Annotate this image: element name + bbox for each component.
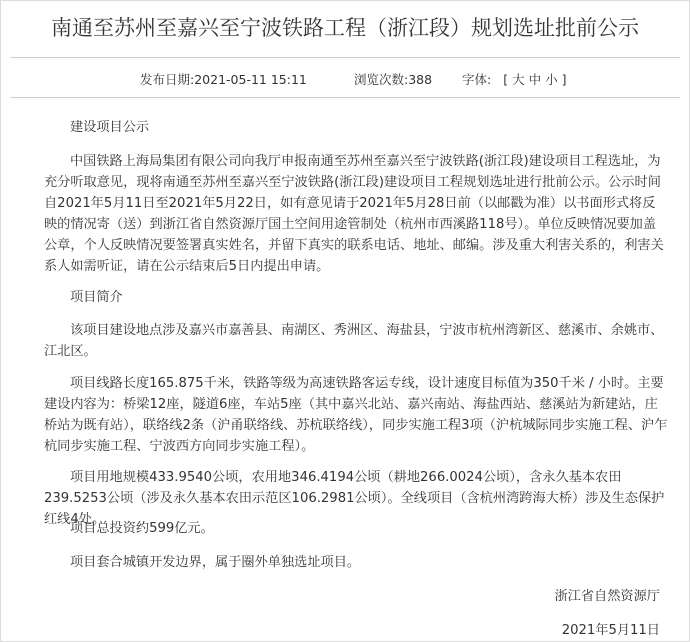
- paragraph-land-use: 项目用地规模433.9540公顷，农用地346.4194公顷（耕地266.0024公顷），含永久基本农田239.5253公顷（涉及永久基本农田示范区106.2981公顷）。全线项目（含杭州湾跨海大桥）涉及生态保护红线4处。: [44, 470, 665, 527]
- page-title: 南通至苏州至嘉兴至宁波铁路工程（浙江段）规划选址批前公示: [51, 16, 639, 40]
- view-count-value: 388: [408, 72, 433, 87]
- publish-date-value: 2021-05-11 15:11: [194, 72, 307, 87]
- bracket-close: ]: [561, 72, 567, 87]
- paragraph-announcement: 中国铁路上海局集团有限公司向我厅申报南通至苏州至嘉兴至宁波铁路(浙江段)建设项目工程选址，为充分听取意见，现将南通至苏州至嘉兴至宁波铁路(浙江段)建设项目工程规划选址进行批前公示。公示时间自2021年5月11日至2021年5月22日，如有意见请于2021年5月28日前（以邮戳为准）以书面形式将反映的情况寄（送）到浙江省自然资源厅国土空间用途管制处（杭州市西溪路118号）。单位反映情况要加盖公章，个人反映情况要签署真实姓名，并留下真实的联系电话、地址、邮编。涉及重大利害关系的，利害关系人如需听证，请在公示结束后5日内提出申请。: [44, 154, 664, 274]
- font-size-large-button[interactable]: 大: [512, 72, 525, 87]
- font-size-small-button[interactable]: 小: [545, 72, 558, 87]
- publish-date: [140, 70, 307, 88]
- paragraph-investment: 项目总投资约599亿元。: [70, 521, 214, 536]
- title-divider: [10, 57, 680, 58]
- view-count: [354, 70, 432, 88]
- font-size-switcher: [462, 70, 566, 88]
- issuer-signature: 浙江省自然资源厅: [554, 589, 660, 604]
- publish-date-label: 发布日期:: [140, 72, 195, 87]
- section-heading-overview: 项目简介: [70, 290, 123, 305]
- font-size-medium-button[interactable]: 中: [528, 72, 542, 87]
- paragraph-boundary: 项目套合城镇开发边界，属于圈外单独选址项目。: [70, 555, 361, 570]
- paragraph-location: 该项目建设地点涉及嘉兴市嘉善县、南湖区、秀洲区、海盐县，宁波市杭州湾新区、慈溪市、余姚市、江北区。: [44, 323, 664, 359]
- section-heading-announcement: 建设项目公示: [70, 120, 150, 135]
- bracket-open: [: [503, 72, 509, 87]
- paragraph-route: 项目线路长度165.875千米，铁路等级为高速铁路客运专线，设计速度目标值为350千米 / 小时。主要建设内容为：桥梁12座，隧道6座，车站5座（其中嘉兴北站、嘉兴南站、海盐西站、慈溪站为新建站，庄桥站为既有站），联络线2条（沪甬联络线、苏杭联络线），同步实施工程3项（沪杭城际同步实施工程、沪乍杭同步实施工程、宁波西方向同步实施工程）。: [44, 376, 668, 454]
- issue-date: 2021年5月11日: [561, 623, 660, 638]
- view-count-label: 浏览次数:: [354, 72, 409, 87]
- meta-divider: [10, 97, 680, 98]
- font-size-label: 字体:: [462, 72, 492, 87]
